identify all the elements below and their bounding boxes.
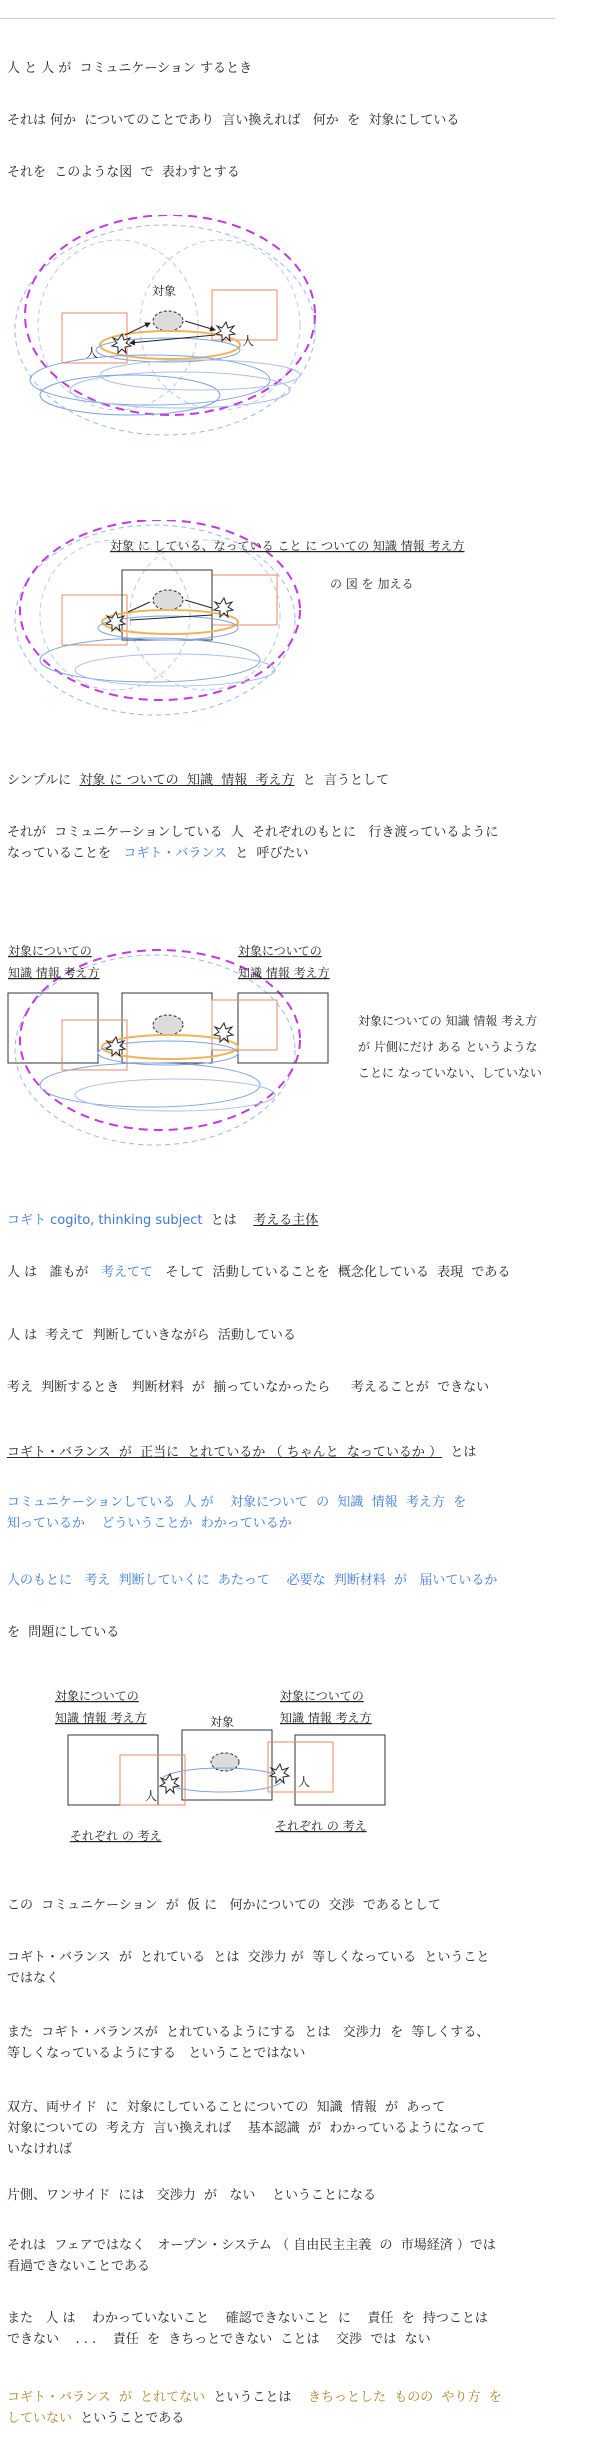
paragraph-know-question: コミュニケーションしている 人 が 対象について の 知識 情報 考え方 を 知っているか どういうことか わかっているか: [7, 1495, 467, 1532]
person-right-label: 人: [298, 1775, 311, 1789]
paragraph-simple: シンプルに 対象 に ついての 知識 情報 考え方 と 言うとして: [7, 773, 390, 788]
paragraph-materials: 考え 判断するとき 判断材料 が 揃っていなかったら 考えることが できない: [7, 1380, 490, 1395]
paragraph-responsibility: また 人 は わかっていないこと 確認できないこと に 責任 を 持つことは できない . . . 責任 を きちっとできない ことは 交渉 では ない: [7, 2311, 488, 2348]
knowledge-caption: 対象 に している、なっている こと に ついての 知識 情報 考え方: [110, 539, 465, 553]
communication-diagram-knowledge: [0, 520, 600, 730]
paragraph-cogito-balance: それが コミュニケーションしている 人 それぞれのもとに 行き渡っているように なっていることを コギト・バランス と 呼びたい: [7, 825, 499, 862]
paragraph-figure-intro: それを このような図 で 表わすとする: [7, 165, 240, 180]
object-label: 対象: [152, 284, 177, 298]
paragraph-both-sides: 双方、両サイド に 対象にしていることについての 知識 情報 が あって 対象についての 考え方 言い換えれば 基本認識 が わかっているようになって いなければ: [7, 2100, 486, 2158]
paragraph-intro: 人 と 人 が コミュニケーション するとき: [7, 61, 253, 76]
add-figure-label: の 図 を 加える: [330, 577, 414, 591]
paragraph-conclusion: コギト・バランス が とれてない ということは きちっとした ものの やり方 を していない ということである: [7, 2390, 502, 2427]
paragraph-balance-question: コギト・バランス が 正当に とれているか （ ちゃんと なっているか ） とは: [7, 1445, 477, 1460]
caption-left: それぞれ の 考え: [70, 1829, 162, 1843]
side-note: 対象についての 知識 情報 考え方が 片側にだけ ある というようなことに なっていない、していない: [358, 1014, 542, 1080]
object-label: 対象: [210, 1715, 235, 1729]
person-right-label: 人: [242, 334, 255, 348]
label-left: 対象についての知識 情報 考え方: [8, 944, 100, 980]
object-ellipse: [153, 311, 183, 331]
paragraph-cogito-def: コギト cogito, thinking subject とは 考える主体: [7, 1213, 319, 1228]
top-divider: [0, 18, 555, 19]
paragraph-materials-question: 人のもとに 考え 判断していくに あたって 必要な 判断材料 が 届いているか: [7, 1573, 498, 1588]
paragraph-one-side: 片側、ワンサイド には 交渉力 が ない ということになる: [7, 2188, 376, 2203]
communication-diagram-thoughts: [0, 1680, 600, 1855]
paragraph-fair: それは フェアではなく オープン・システム （ 自由民主主義 の 市場経済 ）では 看過できないことである: [7, 2238, 496, 2275]
communication-diagram-sides: [0, 935, 600, 1155]
paragraph-not-equalize: また コギト・バランスが とれているようにする とは 交渉力 を 等しくする、 等しくなっているようにする ということではない: [7, 2025, 490, 2062]
caption-right: それぞれ の 考え: [275, 1819, 367, 1833]
label-right: 対象についての知識 情報 考え方: [280, 1689, 372, 1725]
cogito-balance-link[interactable]: コギト・バランス: [123, 846, 228, 862]
label-left: 対象についての知識 情報 考え方: [55, 1689, 147, 1725]
paragraph-not-equal: コギト・バランス が とれている とは 交渉力 が 等しくなっている ということ ではなく: [7, 1950, 490, 1987]
paragraph-everyone: 人 は 誰もが 考えてて そして 活動していることを 概念化している 表現 である: [7, 1265, 511, 1280]
paragraph-problem: を 問題にしている: [7, 1625, 120, 1640]
paragraph-judge: 人 は 考えて 判断していきながら 活動している: [7, 1328, 296, 1343]
paragraph-object: それは 何か についてのことであり 言い換えれば 何か を 対象にしている: [7, 113, 460, 128]
person-left-label: 人: [86, 346, 99, 360]
person-left-label: 人: [145, 1789, 158, 1803]
paragraph-negotiation: この コミュニケーション が 仮 に 何かについての 交渉 であるとして: [7, 1898, 441, 1913]
communication-diagram-basic: [0, 215, 340, 440]
label-right: 対象についての知識 情報 考え方: [238, 944, 330, 980]
